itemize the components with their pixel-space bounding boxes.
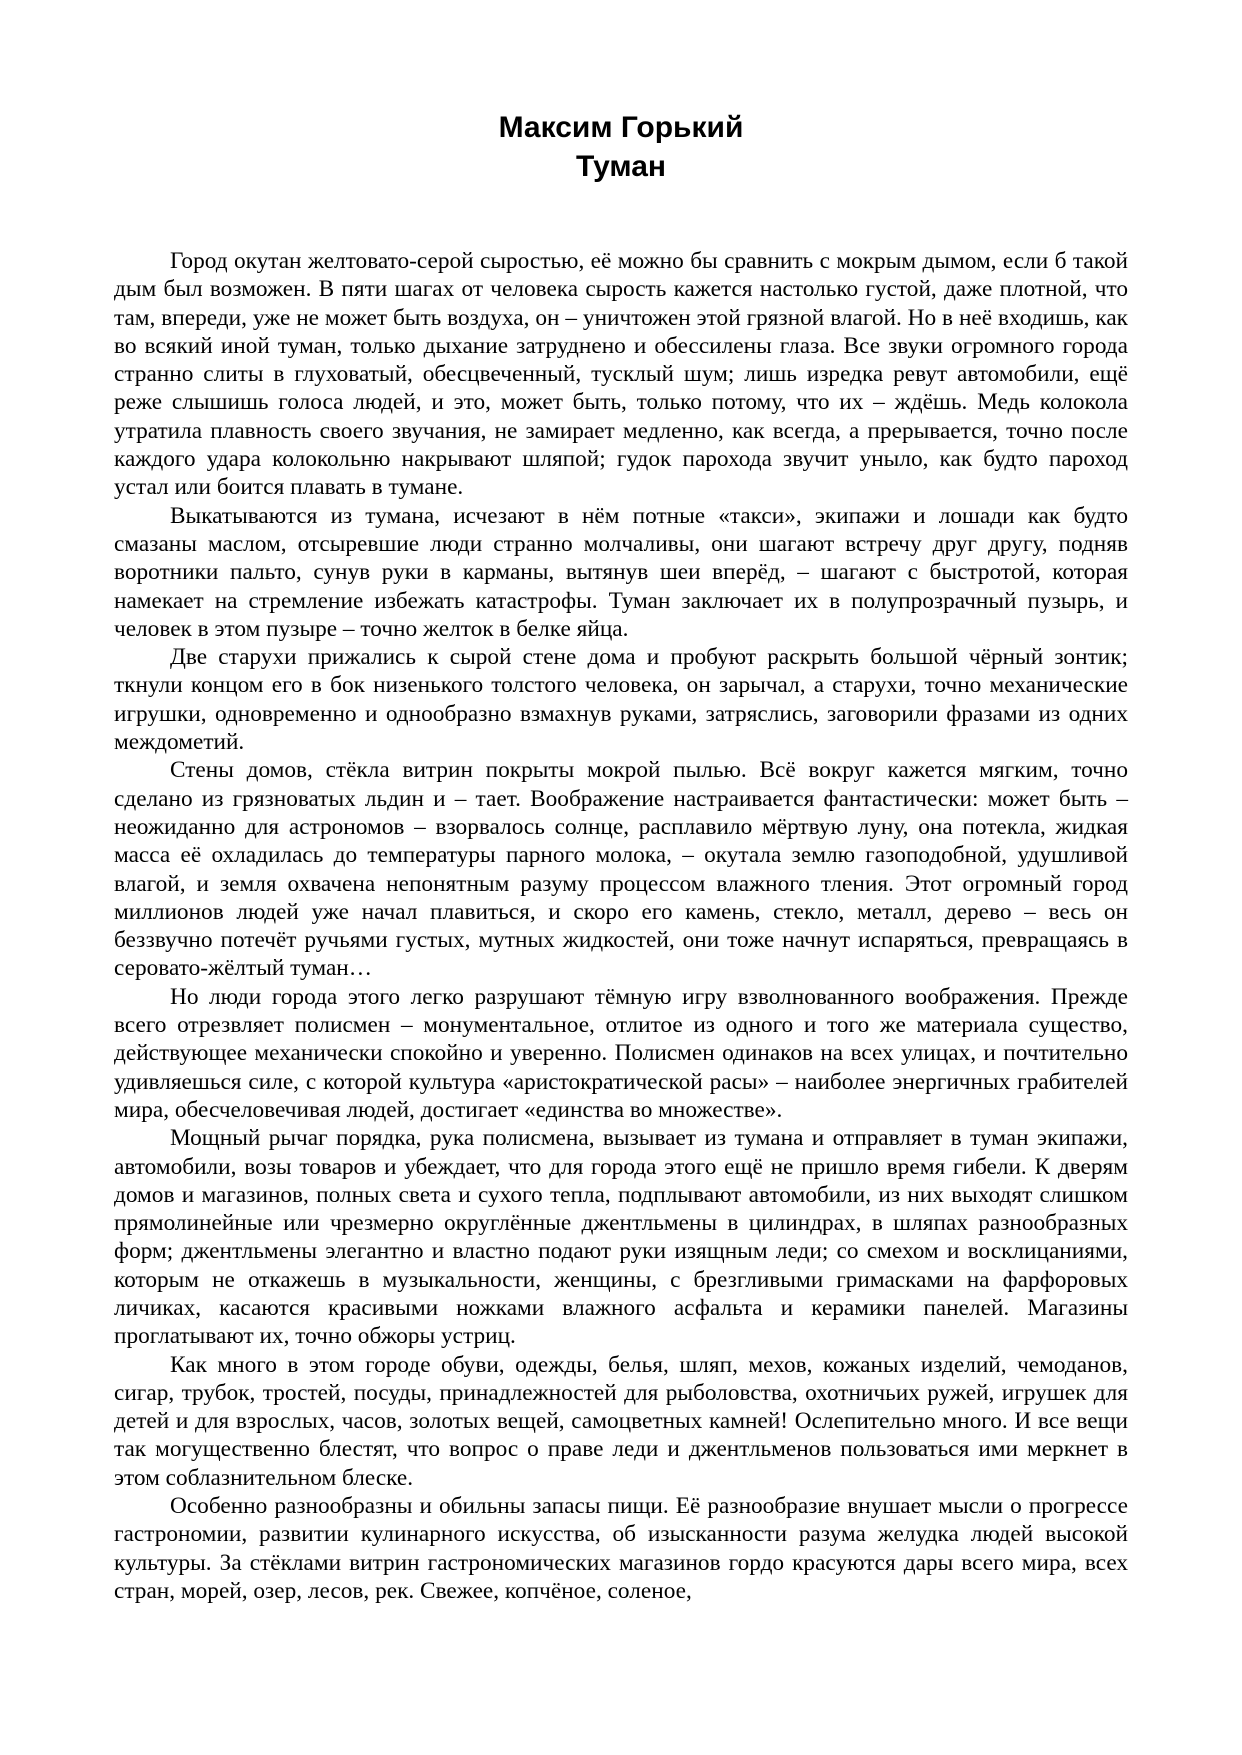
- body-text: [114, 247, 1128, 1605]
- paragraph: Выкатываются из тумана, исчезают в нём потные «такси», экипажи и лошади как будто смазаны маслом, отсыревшие люди странно молчаливы, они шагают встречу друг другу, подняв воротники пальто, сунув руки в карманы, вытянув шеи вперёд, – шагают с быстротой, которая намекает на стремление избежать катастрофы. Туман заключает их в полупрозрачный пузырь, и человек в этом пузыре – точно желток в белке яйца.: [114, 502, 1128, 642]
- paragraph: Но люди города этого легко разрушают тёмную игру взволнованного воображения. Прежде всего отрезвляет полисмен – монументальное, отлитое из одного и того же материала существо, действующее механически спокойно и уверенно. Полисмен одинаков на всех улицах, и почтительно удивляешься силе, с которой культура «аристократической расы» – наиболее энергичных грабителей мира, обесчеловечивая людей, достигает «единства во множестве».: [114, 983, 1128, 1123]
- paragraph: Мощный рычаг порядка, рука полисмена, вызывает из тумана и отправляет в туман экипажи, автомобили, возы товаров и убеждает, что для города этого ещё не пришло время гибели. К дверям домов и магазинов, полных света и сухого тепла, подплывают автомобили, из них выходят слишком прямолинейные или чрезмерно округлённые джентльмены в цилиндрах, в шляпах разнообразных форм; джентльмены элегантно и властно подают руки изящным леди; со смехом и восклицаниями, которым не откажешь в музыкальности, женщины, с брезгливыми гримасками на фарфоровых личиках, касаются красивыми ножками влажного асфальта и керамики панелей. Магазины проглатывают их, точно обжоры устриц.: [114, 1125, 1128, 1350]
- paragraph: Город окутан желтовато-серой сыростью, её можно бы сравнить с мокрым дымом, если б такой дым был возможен. В пяти шагах от человека сырость кажется настолько густой, даже плотной, что там, впереди, уже не может быть воздуха, он – уничтожен этой грязной влагой. Но в неё входишь, как во всякий иной туман, только дыхание затруднено и обессилены глаза. Все звуки огромного города странно слиты в глуховатый, обесцвеченный, тусклый шум; лишь изредка ревут автомобили, ещё реже слышишь голоса людей, и это, может быть, только потому, что их – ждёшь. Медь колокола утратила плавность своего звучания, не замирает медленно, как всегда, а прерывается, точно после каждого удара колокольню накрывают шляпой; гудок парохода звучит уныло, как будто пароход устал или боится плавать в тумане.: [114, 248, 1128, 501]
- paragraph: Особенно разнообразны и обильны запасы пищи. Её разнообразие внушает мысли о прогрессе гастрономии, развитии кулинарного искусства, об изысканности разума желудка людей высокой культуры. За стёклами витрин гастрономических магазинов гордо красуются дары всего мира, всех стран, морей, озер, лесов, рек. Свежее, копчёное, соленое,: [114, 1493, 1128, 1604]
- author-name: Максим Горький: [498, 111, 744, 144]
- document-title: Туман: [575, 150, 667, 183]
- paragraph: Стены домов, стёкла витрин покрыты мокрой пылью. Всё вокруг кажется мягким, точно сделано из грязноватых льдин и – тает. Воображение настраивается фантастически: может быть – неожиданно для астрономов – взорвалось солнце, расплавило мёртвую луну, она потекла, жидкая масса её охладилась до температуры парного молока, – окутала землю газоподобной, удушливой влагой, и земля охвачена непонятным разуму процессом влажного тления. Этот огромный город миллионов людей уже начал плавиться, и скоро его камень, стекло, металл, дерево – весь он беззвучно потечёт ручьями густых, мутных жидкостей, они тоже начнут испаряться, превращаясь в серовато-жёлтый туман…: [114, 757, 1128, 982]
- document-header: [0, 108, 1242, 186]
- paragraph: Как много в этом городе обуви, одежды, белья, шляп, мехов, кожаных изделий, чемоданов, сигар, трубок, тростей, посуды, принадлежностей для рыболовства, охотничьих ружей, игрушек для детей и для взрослых, часов, золотых вещей, самоцветных камней! Ослепительно много. И все вещи так могущественно блестят, что вопрос о праве леди и джентльменов пользоваться ими меркнет в этом соблазнительном блеске.: [114, 1351, 1128, 1491]
- paragraph: Две старухи прижались к сырой стене дома и пробуют раскрыть большой чёрный зонтик; ткнули концом его в бок низенького толстого человека, он зарычал, а старухи, точно механические игрушки, одновременно и однообразно взмахнув руками, затряслись, заговорили фразами из одних междометий.: [114, 644, 1128, 756]
